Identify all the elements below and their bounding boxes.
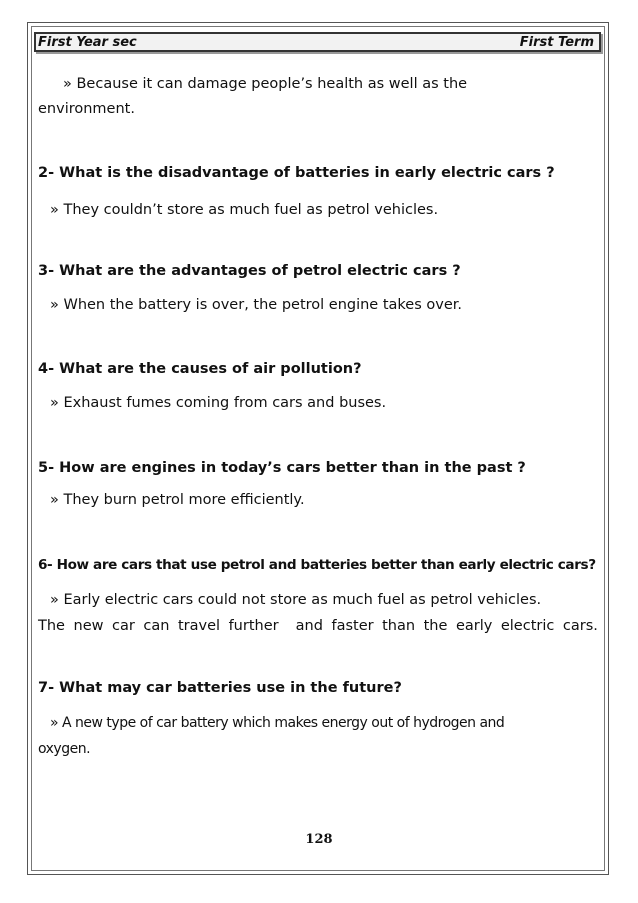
page-border-inner [31,26,605,871]
answer-2: » They couldn’t store as much fuel as petrol vehicles. [50,202,439,218]
answer-6-word: electric [500,618,555,634]
answer-6-word: The [38,618,65,634]
answer-6-line2 [38,617,598,635]
answer-6-word: than [382,618,416,634]
answer-6-word: cars. [562,618,598,634]
header-right-text: First Term [519,35,594,50]
intro-answer-line1: » Because it can damage people’s health as well as the [63,76,468,92]
page-number: 128 [305,832,333,847]
question-4: 4- What are the causes of air pollution? [38,361,362,377]
header-left-text: First Year sec [38,35,137,50]
answer-6-word: can [143,618,170,634]
answer-3: » When the battery is over, the petrol engine takes over. [50,297,462,313]
answer-6-word: faster [331,618,374,634]
answer-6-word: further [228,618,279,634]
answer-6-word: early [455,618,493,634]
answer-6-word: new [73,618,104,634]
question-3: 3- What are the advantages of petrol electric cars ? [38,263,461,279]
answer-4: » Exhaust fumes coming from cars and buses. [50,395,387,411]
question-6: 6- How are cars that use petrol and batteries better than early electric cars? [38,557,596,573]
answer-7-line1: » A new type of car battery which makes energy out of hydrogen and [50,715,505,731]
answer-7-line2: oxygen. [38,741,91,757]
question-7: 7- What may car batteries use in the future? [38,680,402,696]
answer-6-word: the [423,618,448,634]
question-5: 5- How are engines in today’s cars better than in the past ? [38,460,526,476]
answer-6-word: and [295,618,323,634]
answer-6-word: travel [177,618,221,634]
intro-answer-line2: environment. [38,101,135,117]
answer-6-line1: » Early electric cars could not store as much fuel as petrol vehicles. [50,592,542,608]
answer-5: » They burn petrol more efficiently. [50,492,305,508]
question-2: 2- What is the disadvantage of batteries in early electric cars ? [38,165,555,181]
answer-6-word: car [112,618,135,634]
